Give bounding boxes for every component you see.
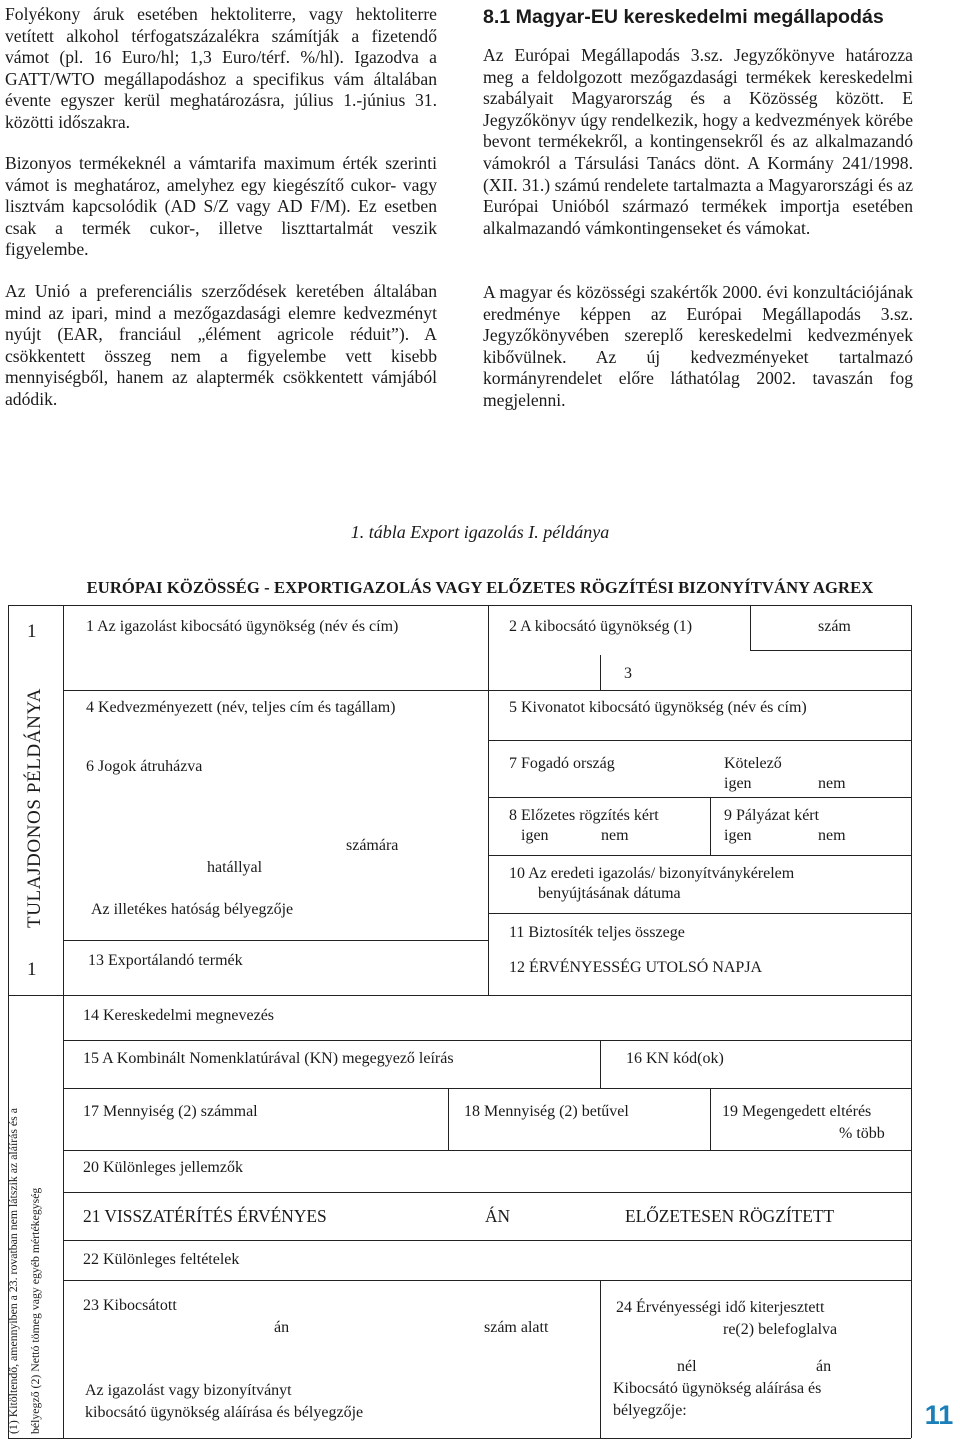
copy-number-top: 1 [27,621,37,642]
field-8-yes: igen [521,827,549,844]
field-23-signature-line-2: kibocsátó ügynökség aláírása és bélyegzője [85,1404,364,1421]
field-6-authority-stamp: Az illetékes hatóság bélyegzője [91,901,294,918]
field-23-issued: 23 Kibocsátott [83,1297,177,1314]
field-24-on: án [816,1358,832,1375]
field-7-destination-country: 7 Fogadó ország [509,755,615,772]
field-10-original-date: 10 Az eredeti igazolás/ bizonyítványkérelem [509,865,795,882]
field-2-issuing-agency: 2 A kibocsátó ügynökség (1) [509,618,693,635]
left-paragraph-2: Bizonyos termékeknél a vámtarifa maximum érték szerinti vámot is meghatároz, amelyhez egy kiegészítő cukor- vagy lisztvám kapcsolódik (AD S/Z vagy AD F/M). Ez esetben csak a termék cukor-, illetve lisztta​rtalmát veszik figyelembe. [5,153,437,260]
left-paragraph-3: Az Unió a preferenciális szerződések keretében általában mind az ipari, mind a mezőgazdasági elemre kedvezményt nyújt (EAR, franciául „élément agricole réduit”). A csökkentett összeg nem a figyelembe vett kisebb mennyiségből, hanem az alaptermék csökkentett vámjából adódik. [5,281,437,409]
field-21-prefixed: ELŐZETESEN RÖGZÍTETT [625,1206,835,1226]
field-21-refund-valid: 21 VISSZATÉRÍTÉS ÉRVÉNYES [83,1206,327,1226]
field-22-special-conditions: 22 Különleges feltételek [83,1251,240,1268]
field-2-number: szám [818,618,851,635]
field-23-signature-line-1: Az igazolást vagy bizonyítványt [85,1382,292,1399]
right-paragraph-1: Az Európai Megállapodás 3.sz. Jegyzőkönyve határozza meg a feldolgozott mezőgazdasági termékek kereskedelmi szabályait Magyarország és a Közösség között. E Jegyzőkönyv úgy rendelkezik, hogy a kedvezmények körébe bevont termékekről, a kontingensekről és az alkalmazandó vámokról a Társulási Tanács dönt. A Kormány 241/1998. (XII. 31.) számú rendelete tartalmazta a Magyarországi és az Európai Unióból származó termékek importja esetében alkalmazandó vámkontingenseket és vámokat. [483,45,913,238]
field-7-no: nem [818,775,846,792]
form-title: EURÓPAI KÖZÖSSÉG - EXPORTIGAZOLÁS VAGY ELŐZETES RÖGZÍTÉSI BIZONYÍTVÁNY AGREX [86,578,874,597]
field-11-security-amount: 11 Biztosíték teljes összege [509,924,685,941]
field-19-tolerance: 19 Megengedett eltérés [722,1103,872,1120]
field-24-signature-line-2: bélyegzője: [613,1402,687,1419]
field-3: 3 [624,665,632,682]
field-15-cn-description: 15 A Kombinált Nomenklatúrával (KN) megegyező leírás [83,1050,454,1067]
field-5-extract-agency: 5 Kivonatot kibocsátó ügynökség (név és cím) [509,699,807,716]
field-8-no: nem [601,827,629,844]
field-24-signature-line-1: Kibocsátó ügynökség aláírása és [613,1380,822,1397]
field-6-rights-transferred: 6 Jogok átruházva [86,758,203,775]
field-9-yes: igen [724,827,752,844]
field-1-issuing-agency: 1 Az igazolást kibocsátó ügynökség (név és cím) [86,618,399,635]
field-13-export-product: 13 Exportálandó termék [88,952,243,969]
field-21-an: ÁN [485,1206,511,1226]
field-18-quantity-words: 18 Mennyiség (2) betűvel [464,1103,629,1120]
table-caption: 1. tábla Export igazolás I. példánya [350,522,610,542]
field-10-submission-date: benyújtásának dátuma [538,885,681,902]
field-24-at: nél [677,1358,697,1375]
field-16-cn-codes: 16 KN kód(ok) [626,1050,724,1067]
field-19-more: % több [839,1125,885,1142]
field-23-on: án [274,1319,290,1336]
field-6-effective: hatállyal [207,859,263,876]
field-20-special-characteristics: 20 Különleges jellemzők [83,1159,243,1176]
field-9-tender-requested: 9 Pályázat kért [724,807,820,824]
footnote-line-2: bélyegző (2) Nettó tömeg vagy egyéb mértékegység [28,1187,42,1434]
copy-number-bottom: 1 [27,959,37,980]
field-9-no: nem [818,827,846,844]
field-24-validity-extended: 24 Érvényességi idő kiterjesztett [616,1299,825,1316]
field-4-beneficiary: 4 Kedvezményezett (név, teljes cím és tagállam) [86,699,396,716]
field-17-quantity-figures: 17 Mennyiség (2) számmal [83,1103,258,1120]
field-6-for: számára [346,837,399,854]
footnote-line-1: (1) Kitöltendő, amennyiben a 23. rovatban nem látszik az aláírás és a [6,1108,20,1434]
page-number: 11 [924,1400,954,1430]
section-heading: 8.1 Magyar-EU kereskedelmi megállapodás [483,6,884,28]
left-paragraph-1: Folyékony áruk esetében hektoliterre, vagy hektoliterre vetített alkohol térfogatszázalékra számítják a fizetendő vámot (pl. 16 Euro/hl; 1,3 Euro/térf. %/hl). Igazodva a GATT/WTO megállapodáshoz a specifikus vám általában évente egyszer kerül meghatározásra, július 1.-június 31. közötti időszakra. [5,4,437,132]
field-7-mandatory: Kötelező [724,755,782,772]
right-paragraph-2: A magyar és közösségi szakértők 2000. évi konzultációjának eredménye képpen az Európai Megállapodás 3.sz. Jegyzőkönyvében szereplő kereskedelmi kedvezmények kibővülnek. Az új kedvezményeket tartalmazó kormányrendelet előre láthatólag 2002. tavaszán fog megjelenni. [483,282,913,410]
field-12-expiry-date: 12 ÉRVÉNYESSÉG UTOLSÓ NAPJA [509,959,763,976]
field-14-trade-description: 14 Kereskedelmi megnevezés [83,1007,275,1024]
field-7-yes: igen [724,775,752,792]
field-23-number-under: szám alatt [484,1319,549,1336]
field-8-prefixing-requested: 8 Előzetes rögzítés kért [509,807,659,824]
field-24-included: re(2) belefoglalva [723,1321,838,1338]
copy-label-vertical: TULAJDONOS PÉLDÁNYA [24,688,45,928]
